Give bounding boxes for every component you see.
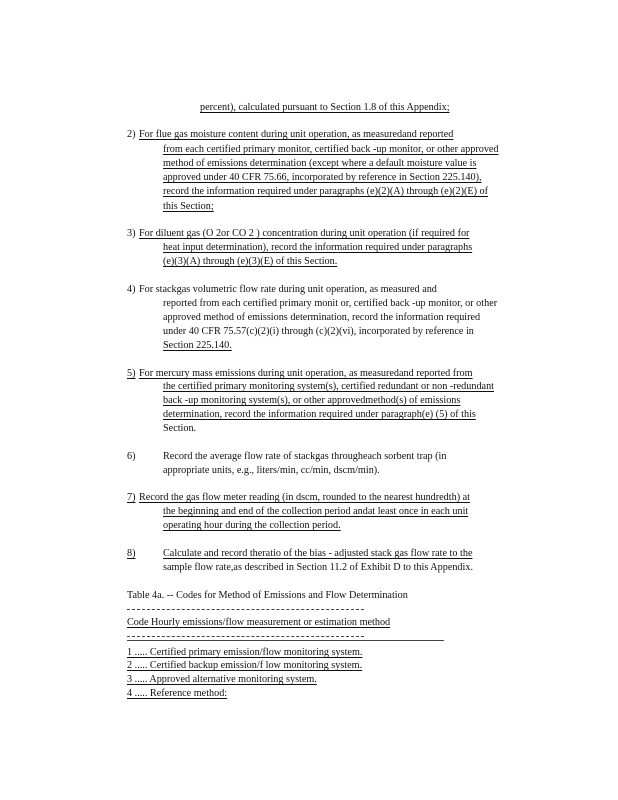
item-line: For stackgas volumetric flow rate during unit operation, as measured and [139,284,437,295]
item-line: Section 225.140. [163,340,232,351]
table-row: 4 ..... Reference method: [127,688,228,699]
item-line: operating hour during the collection period. [163,520,341,531]
item-line: Section. [163,423,197,434]
item-line: approved under 40 CFR 75.66, incorporated by reference in Section 225.140), [163,172,482,183]
item-line: the beginning and end of the collection period andat least once in each unit [163,506,469,517]
item-line: determination, record the information required under paragraph(e) (5) of this [163,409,476,420]
table-row: 3 ..... Approved alternative monitoring system. [127,674,317,685]
item-line: this Section; [163,201,214,212]
item-line: the certified primary monitoring system(s), certified redundant or non -redundant [163,381,494,392]
table-rule-mid [127,636,364,637]
item-line: approved method of emissions determination, record the information required [163,312,481,323]
item-line: method of emissions determination (except where a default moisture value is [163,158,477,169]
item-line: heat input determination), record the information required under paragraphs [163,242,473,253]
item-number: 2) [127,129,136,140]
item-number: 8) [127,548,136,559]
item-line: appropriate units, e.g., liters/min, cc/min, dscm/min). [163,465,380,476]
item-line: under 40 CFR 75.57(c)(2)(i) through (c)(2)(vi), incorporated by reference in [163,326,474,337]
item-number: 4) [127,284,136,295]
item-line: from each certified primary monitor, certified back -up monitor, or other approved [163,144,499,155]
item-number: 7) [127,492,136,503]
item-line: For diluent gas (O 2or CO 2 ) concentration during unit operation (if required for [139,228,470,239]
item-line: record the information required under paragraphs (e)(2)(A) through (e)(2)(E) of [163,186,489,197]
item-line: Record the average flow rate of stackgas throughеach sorbent trap (in [163,451,447,462]
item-number: 6) [127,451,136,462]
table-row: 2 ..... Certified backup emission/f low monitoring system. [127,660,363,671]
item-line: For mercury mass emissions during unit operation, as measuredand reported from [139,368,473,379]
item-line: reported from each certified primary monit or, certified back -up monitor, or other [163,298,498,309]
table-row: 1 ..... Certified primary emission/flow monitoring system. [127,647,363,658]
item-line: back -up monitoring system(s), or other approvedmethod(s) of emissions [163,395,461,406]
item-number: 5) [127,368,136,379]
item-line: (e)(3)(A) through (e)(3)(E) of this Section. [163,256,338,267]
item-line: Calculate and record theratio of the bias - adjusted stack gas flow rate to the [163,548,473,559]
item-line: Record the gas flow meter reading (in dscm, rounded to the nearest hundredth) at [139,492,470,503]
intro-line: percent), calculated pursuant to Section 1.8 of this Appendix; [200,102,450,113]
item-line: For flue gas moisture content during unit operation, as measuredand reported [139,129,454,140]
item-line: sample flow rate,as described in Section 11.2 of Exhibit D to this Appendix. [163,562,474,573]
table-header: Code Hourly emissions/flow measurement or estimation method [127,617,391,628]
item-number: 3) [127,228,136,239]
table-rule-top [127,609,364,610]
table-title: Table 4a. -- Codes for Method of Emissions and Flow Determination [127,590,408,601]
table-rule-under [127,640,444,641]
